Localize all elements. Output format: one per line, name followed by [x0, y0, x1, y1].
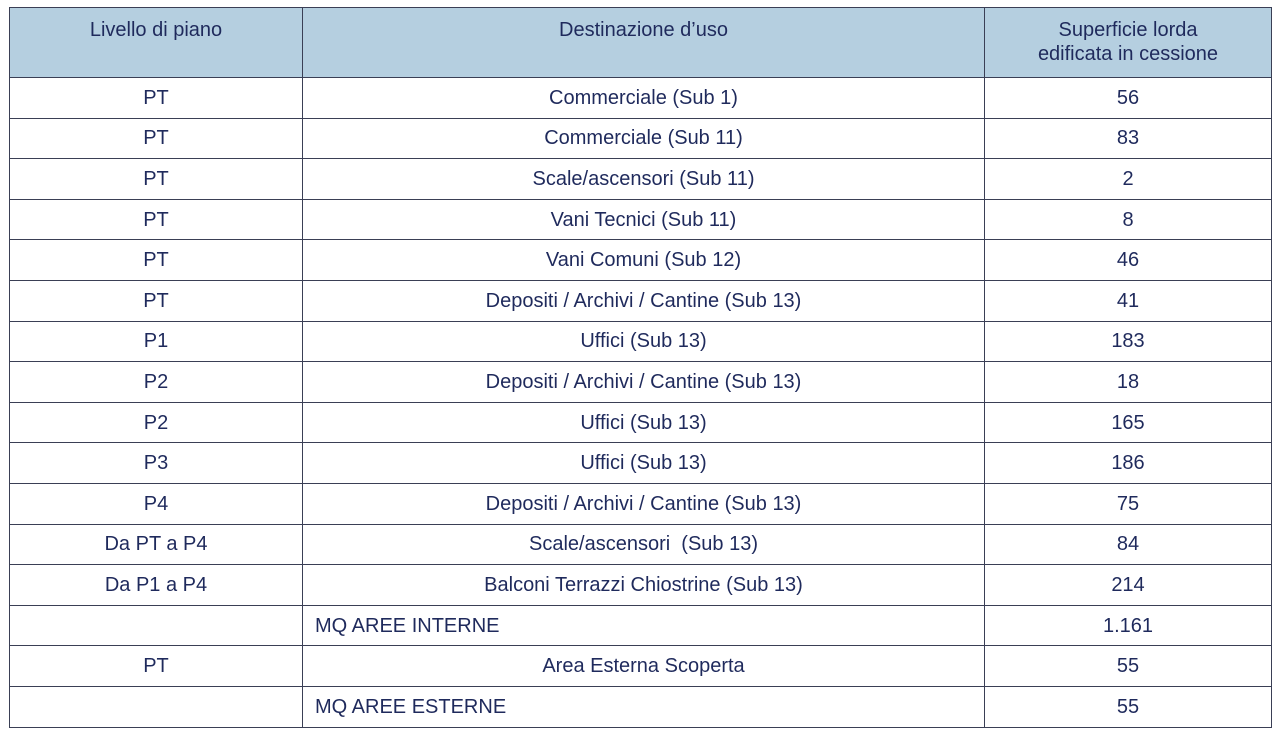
- table-row: [10, 199, 1272, 240]
- cell-destinazione: Uffici (Sub 13): [303, 321, 985, 362]
- cell-total-value: 55: [985, 686, 1272, 727]
- cell-livello: [10, 686, 303, 727]
- table-row: [10, 118, 1272, 159]
- cell-superficie: 46: [985, 240, 1272, 281]
- header-superficie-line1: Superficie lorda: [1058, 19, 1198, 41]
- cell-livello: P3: [10, 443, 303, 484]
- cell-livello: PT: [10, 78, 303, 119]
- cell-livello: Da P1 a P4: [10, 565, 303, 606]
- cell-superficie: 84: [985, 524, 1272, 565]
- cell-destinazione: Depositi / Archivi / Cantine (Sub 13): [303, 483, 985, 524]
- header-row: [10, 8, 1272, 78]
- cell-destinazione: Vani Tecnici (Sub 11): [303, 199, 985, 240]
- cell-total-label: MQ AREE ESTERNE: [303, 686, 985, 727]
- table-row: [10, 78, 1272, 119]
- table-row: [10, 524, 1272, 565]
- cell-livello: PT: [10, 159, 303, 200]
- cell-destinazione: Commerciale (Sub 1): [303, 78, 985, 119]
- cell-destinazione: Area Esterna Scoperta: [303, 646, 985, 687]
- cell-total-value: 1.161: [985, 605, 1272, 646]
- header-superficie-line2: edificata in cessione: [1037, 43, 1219, 65]
- table-row: [10, 483, 1272, 524]
- cell-destinazione: Uffici (Sub 13): [303, 402, 985, 443]
- cell-livello: P4: [10, 483, 303, 524]
- cell-superficie: 2: [985, 159, 1272, 200]
- cell-destinazione: Balconi Terrazzi Chiostrine (Sub 13): [303, 565, 985, 606]
- cell-livello: PT: [10, 280, 303, 321]
- cell-destinazione: Scale/ascensori (Sub 13): [303, 524, 985, 565]
- cell-livello: PT: [10, 199, 303, 240]
- header-superficie: [985, 8, 1272, 78]
- cell-destinazione: Uffici (Sub 13): [303, 443, 985, 484]
- table-row: [10, 280, 1272, 321]
- cell-destinazione: Scale/ascensori (Sub 11): [303, 159, 985, 200]
- cell-superficie: 183: [985, 321, 1272, 362]
- table-row: [10, 362, 1272, 403]
- cell-livello: P2: [10, 402, 303, 443]
- cell-livello: PT: [10, 240, 303, 281]
- header-destinazione: Destinazione d’uso: [303, 8, 985, 78]
- cell-superficie: 55: [985, 646, 1272, 687]
- table-row: [10, 402, 1272, 443]
- cell-livello: P1: [10, 321, 303, 362]
- table-row-total-esterne: [10, 686, 1272, 727]
- table-row-total-interne: [10, 605, 1272, 646]
- cell-superficie: 83: [985, 118, 1272, 159]
- table-row: [10, 646, 1272, 687]
- cell-superficie: 165: [985, 402, 1272, 443]
- table-body: [10, 78, 1272, 728]
- table-row: [10, 565, 1272, 606]
- cell-destinazione: Commerciale (Sub 11): [303, 118, 985, 159]
- cell-superficie: 41: [985, 280, 1272, 321]
- cell-superficie: 8: [985, 199, 1272, 240]
- cell-livello: PT: [10, 118, 303, 159]
- cell-destinazione: Vani Comuni (Sub 12): [303, 240, 985, 281]
- table-header: [10, 8, 1272, 78]
- cell-destinazione: Depositi / Archivi / Cantine (Sub 13): [303, 362, 985, 403]
- cell-total-label: MQ AREE INTERNE: [303, 605, 985, 646]
- cell-superficie: 56: [985, 78, 1272, 119]
- cell-livello: PT: [10, 646, 303, 687]
- table-row: [10, 159, 1272, 200]
- cell-superficie: 186: [985, 443, 1272, 484]
- surface-table: [9, 7, 1272, 728]
- cell-superficie: 75: [985, 483, 1272, 524]
- table-row: [10, 240, 1272, 281]
- cell-livello: P2: [10, 362, 303, 403]
- cell-superficie: 18: [985, 362, 1272, 403]
- cell-livello: Da PT a P4: [10, 524, 303, 565]
- table-row: [10, 321, 1272, 362]
- cell-destinazione: Depositi / Archivi / Cantine (Sub 13): [303, 280, 985, 321]
- table-row: [10, 443, 1272, 484]
- header-livello: Livello di piano: [10, 8, 303, 78]
- cell-superficie: 214: [985, 565, 1272, 606]
- cell-livello: [10, 605, 303, 646]
